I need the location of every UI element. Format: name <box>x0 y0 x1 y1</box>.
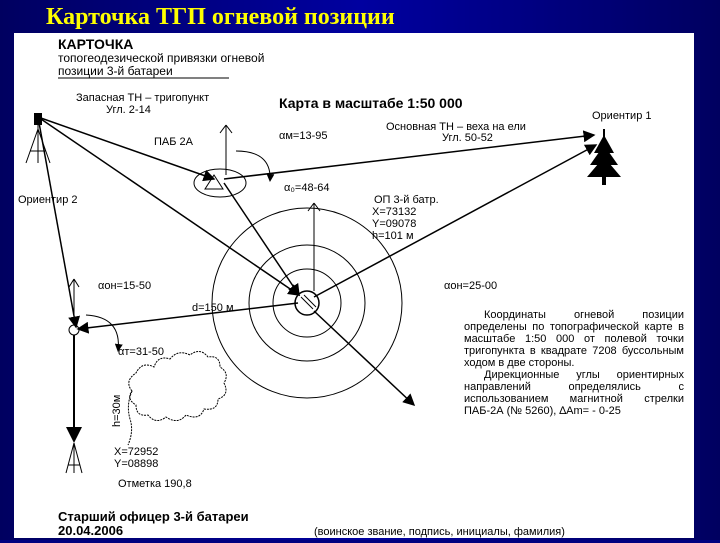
pab-label: ПАБ 2А <box>154 136 193 148</box>
forest-outline <box>128 351 226 445</box>
alpha-on-left-label: αон=15-50 <box>98 280 152 292</box>
signature-date: 20.04.2006 <box>58 523 124 538</box>
height-label: h=30м <box>111 394 123 427</box>
observation-point-icon <box>69 279 79 335</box>
landmark2-label: Ориентир 2 <box>18 194 78 206</box>
op-x: X=73132 <box>372 206 417 218</box>
op-y: Y=09078 <box>372 218 417 230</box>
alpha-t-label: αт=31-50 <box>118 346 164 358</box>
reserve-tn-angle: Угл. 2-14 <box>106 104 151 116</box>
pab-station-icon <box>194 125 246 197</box>
fir-tree-icon <box>587 129 621 185</box>
op-title: ОП 3-й батр. <box>374 194 439 206</box>
op-h: h=101 м <box>372 230 414 242</box>
alpha-m-label: αм=13-95 <box>279 130 328 142</box>
survey-card <box>14 33 694 538</box>
landmark1-label: Ориентир 1 <box>592 110 652 122</box>
slide-title: Карточка ТГП огневой позиции <box>46 4 395 30</box>
description-block <box>464 309 684 459</box>
card-heading: КАРТОЧКА <box>58 36 134 52</box>
main-tn-angle: Угл. 50-52 <box>442 132 493 144</box>
elevation-label: Отметка 190,8 <box>118 478 192 490</box>
card-subheading-1: топогеодезической привязки огневой <box>58 51 265 65</box>
op-mast-icon <box>308 203 320 291</box>
map-scale-label: Карта в масштабе 1:50 000 <box>279 95 463 111</box>
point-y: Y=08898 <box>114 458 159 470</box>
survey-diagram <box>14 33 694 538</box>
card-subheading-2: позиции 3-й батареи <box>58 64 173 78</box>
description-p2: Дирекционные углы ориентирных направлений определялись с использованием магнитной стрелки ПАБ-2А (№ 5260), ∆Am= - 0-25 <box>464 369 684 417</box>
signature-caption: (воинское звание, подпись, инициалы, фамилия) <box>314 526 565 538</box>
alpha-0-label: α₀=48-64 <box>284 182 330 194</box>
alpha-on-right-label: αон=25-00 <box>444 280 498 292</box>
distance-label: d=150 м <box>192 302 234 314</box>
point-x: X=72952 <box>114 446 159 458</box>
description-p1: Координаты огневой позиции определены по топографической карте в масштабе 1:50 000 от полевой точки тригопункта в квадрате 7208 буссольным ходом в две стороны. <box>464 309 684 369</box>
lower-mast-icon <box>66 443 82 473</box>
main-tn-label: Основная ТН – веха на ели <box>386 121 526 133</box>
reserve-tn-label: Запасная ТН – тригопункт <box>76 92 210 104</box>
signature-title: Старший офицер 3-й батареи <box>58 509 249 524</box>
